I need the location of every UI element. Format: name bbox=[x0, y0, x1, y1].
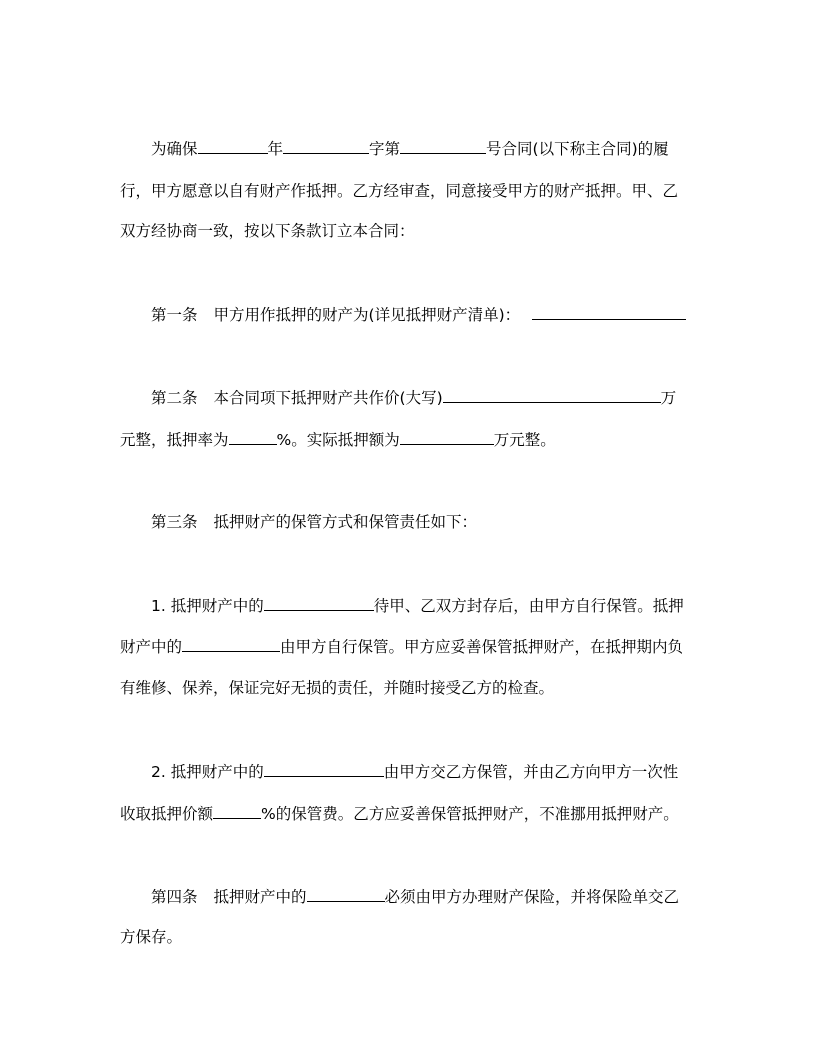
article-1 bbox=[151, 304, 686, 325]
article-text: 抵押财产中的 bbox=[213, 888, 307, 906]
mortgage-rate-blank[interactable] bbox=[229, 429, 277, 445]
sealed-property-blank[interactable] bbox=[264, 595, 374, 611]
article-label: 第二条 bbox=[151, 389, 198, 407]
article-4-line-1 bbox=[151, 886, 679, 907]
article-4-line-2: 方保存。 bbox=[120, 928, 183, 946]
article-3 bbox=[151, 512, 477, 532]
preamble-text: 号合同(以下称主合同)的履 bbox=[486, 140, 669, 158]
preamble-line-2: 行，甲方愿意以自有财产作抵押。乙方经审查，同意接受甲方的财产抵押。甲、乙 bbox=[120, 182, 679, 200]
article-text: 抵押财产的保管方式和保管责任如下： bbox=[213, 513, 478, 531]
clause-text: 2. 抵押财产中的 bbox=[151, 763, 264, 781]
article-text: %。实际抵押额为 bbox=[276, 431, 400, 449]
valuation-amount-blank[interactable] bbox=[443, 387, 661, 403]
preamble-text: 年 bbox=[267, 140, 284, 158]
clause-text: 由甲方交乙方保管，并由乙方向甲方一次性 bbox=[383, 763, 679, 781]
article-text: 甲方用作抵押的财产为(详见抵押财产清单)： bbox=[213, 306, 521, 324]
contract-number-blank[interactable] bbox=[400, 138, 486, 154]
article-label: 第一条 bbox=[151, 306, 198, 324]
character-blank[interactable] bbox=[283, 138, 369, 154]
clause-text: 财产中的 bbox=[120, 638, 183, 656]
clause-1-line-1 bbox=[151, 595, 684, 616]
insured-property-blank[interactable] bbox=[307, 886, 385, 902]
mortgage-amount-blank[interactable] bbox=[400, 429, 494, 445]
clause-2-line-2 bbox=[120, 803, 679, 824]
preamble-line-3: 双方经协商一致，按以下条款订立本合同： bbox=[120, 222, 415, 240]
clause-text: 待甲、乙双方封存后，由甲方自行保管。抵押 bbox=[373, 597, 684, 615]
article-text: 元整，抵押率为 bbox=[120, 431, 229, 449]
party-b-kept-property-blank[interactable] bbox=[264, 761, 384, 777]
storage-fee-rate-blank[interactable] bbox=[213, 803, 261, 819]
preamble-text: 为确保 bbox=[151, 140, 198, 158]
clause-text: 1. 抵押财产中的 bbox=[151, 597, 264, 615]
year-blank[interactable] bbox=[198, 138, 268, 154]
clause-1-line-3: 有维修、保养，保证完好无损的责任，并随时接受乙方的检查。 bbox=[120, 679, 555, 697]
article-text: 万元整。 bbox=[493, 431, 556, 449]
clause-1-line-2 bbox=[120, 636, 683, 657]
preamble-line-1 bbox=[151, 138, 669, 159]
article-2-line-1 bbox=[151, 387, 676, 408]
self-kept-property-blank[interactable] bbox=[182, 636, 280, 652]
collateral-property-blank[interactable] bbox=[532, 304, 686, 320]
clause-2-line-1 bbox=[151, 761, 678, 782]
article-2-line-2 bbox=[120, 429, 556, 450]
clause-text: 由甲方自行保管。甲方应妥善保管抵押财产，在抵押期内负 bbox=[280, 638, 684, 656]
article-label: 第三条 bbox=[151, 513, 198, 531]
clause-text: 收取抵押价额 bbox=[120, 805, 214, 823]
article-text: 万 bbox=[660, 389, 677, 407]
article-label: 第四条 bbox=[151, 888, 198, 906]
article-text: 必须由甲方办理财产保险，并将保险单交乙 bbox=[384, 888, 680, 906]
article-text: 本合同项下抵押财产共作价(大写) bbox=[213, 389, 443, 407]
clause-text: %的保管费。乙方应妥善保管抵押财产，不准挪用抵押财产。 bbox=[261, 805, 679, 823]
preamble-text: 字第 bbox=[369, 140, 401, 158]
